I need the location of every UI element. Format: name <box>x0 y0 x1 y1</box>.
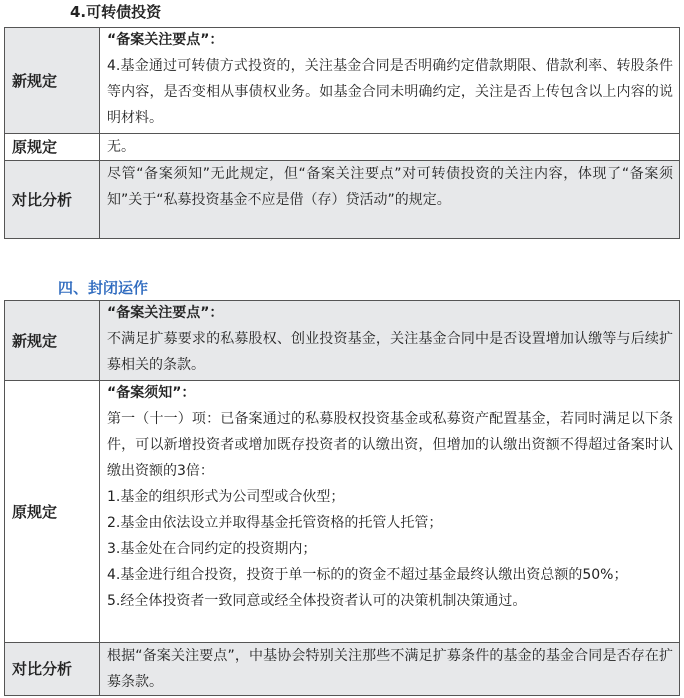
comparison-table-closed-operation <box>4 300 680 696</box>
row-paragraph: 第一（十一）项：已备案通过的私募股权投资基金或私募资产配置基金，若同时满足以下条件，可以新增投资者或增加既存投资者的认缴出资，但增加的认缴出资额不得超过备案时认缴出资额的3倍： <box>107 411 673 479</box>
row-content <box>100 381 680 643</box>
table-row-analysis <box>5 161 680 239</box>
row-paragraph: 2.基金由依法设立并取得基金托管资格的托管人托管； <box>107 515 443 531</box>
row-label: 新规定 <box>5 301 100 381</box>
row-subheading: “备案关注要点”： <box>107 32 224 48</box>
table-row-old-rule <box>5 134 680 161</box>
row-content <box>100 301 680 381</box>
section-heading-convertible-bond: 4.可转债投资 <box>70 3 162 21</box>
row-label: 对比分析 <box>5 643 100 696</box>
row-paragraph: 5.经全体投资者一致同意或经全体投资者认可的决策机制决策通过。 <box>107 593 527 609</box>
row-subheading: “备案关注要点”： <box>107 305 224 321</box>
row-text: 不满足扩募要求的私募股权、创业投资基金，关注基金合同中是否设置增加认缴等与后续扩募相关的条款。 <box>107 331 673 373</box>
table-row-new-rule <box>5 301 680 381</box>
row-paragraph: 3.基金处在合同约定的投资期内； <box>107 541 317 557</box>
row-label: 原规定 <box>5 381 100 643</box>
section-heading-closed-operation: 四、封闭运作 <box>58 279 149 297</box>
row-paragraph: 1.基金的组织形式为公司型或合伙型； <box>107 489 345 505</box>
row-subheading: “备案须知”： <box>107 385 196 401</box>
row-paragraph: 4.基金进行组合投资，投资于单一标的的资金不超过基金最终认缴出资总额的50%； <box>107 567 628 583</box>
row-content: 尽管“备案须知”无此规定，但“备案关注要点”对可转债投资的关注内容，体现了“备案须知”关于“私募投资基金不应是借（存）贷活动”的规定。 <box>100 161 680 239</box>
table-row-old-rule <box>5 381 680 643</box>
row-label: 新规定 <box>5 28 100 134</box>
row-content <box>100 28 680 134</box>
row-content: 无。 <box>100 134 680 161</box>
comparison-table-convertible-bond <box>4 27 680 239</box>
row-text: 4.基金通过可转债方式投资的，关注基金合同是否明确约定借款期限、借款利率、转股条件等内容，是否变相从事债权业务。如基金合同未明确约定，关注是否上传包含以上内容的说明材料。 <box>107 58 673 126</box>
row-label: 对比分析 <box>5 161 100 239</box>
table-row-new-rule <box>5 28 680 134</box>
table-row-analysis <box>5 643 680 696</box>
row-content: 根据“备案关注要点”，中基协会特别关注那些不满足扩募条件的基金的基金合同是否存在扩募条款。 <box>100 643 680 696</box>
row-label: 原规定 <box>5 134 100 161</box>
